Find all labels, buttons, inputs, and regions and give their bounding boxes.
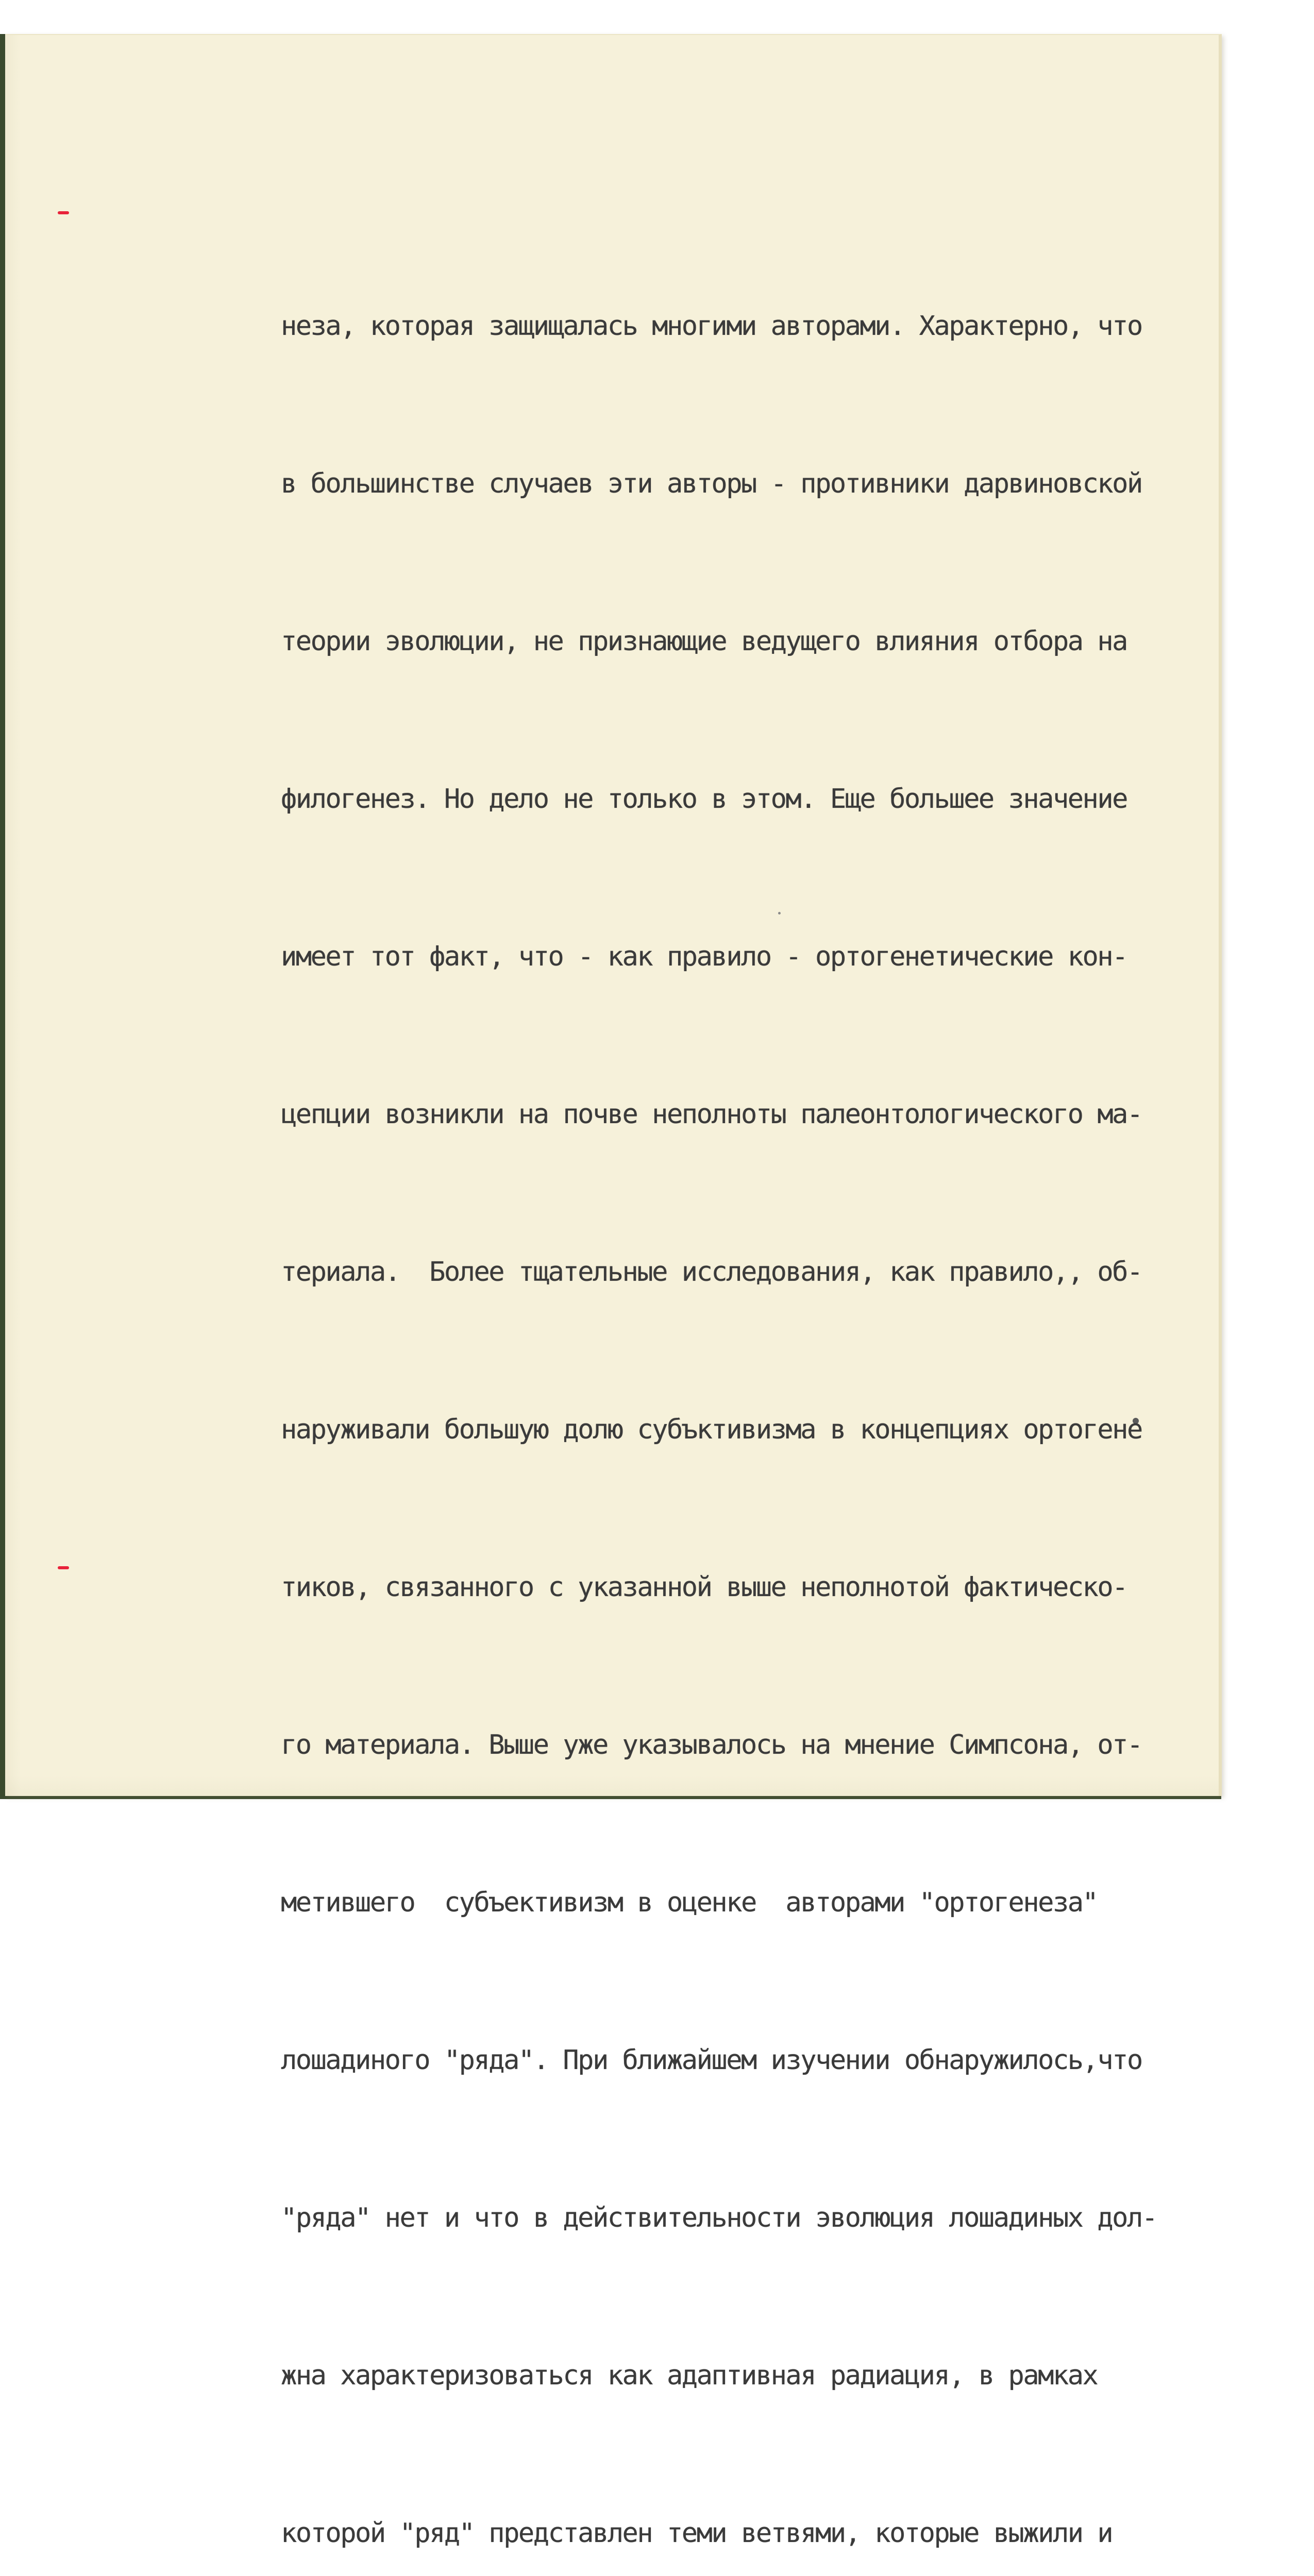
text-line: жна характеризоваться как адаптивная радиация, в рамках xyxy=(281,2360,1098,2391)
text-line: тиков, связанного с указанной выше неполнотой фактическо- xyxy=(281,1572,1127,1603)
text-line: филогенез. Но дело не только в этом. Еще большее значение xyxy=(281,784,1127,815)
red-margin-mark-top xyxy=(58,211,69,214)
text-line: имеет тот факт, что - как правило - ортогенетические кон- xyxy=(281,941,1127,972)
text-line: в большинстве случаев эти авторы - противники дарвиновской xyxy=(281,468,1142,499)
text-line: "ряда" нет и что в действительности эволюция лошадиных дол- xyxy=(281,2202,1157,2233)
text-line: метившего субъективизм в оценке авторами "ортогенеза" xyxy=(281,1887,1098,1918)
text-line: наруживали большую долю субъктивизма в концепциях ортогене xyxy=(281,1414,1142,1445)
text-line: неза, которая защищалась многими авторами. Характерно, что xyxy=(281,311,1142,342)
typewritten-text xyxy=(281,195,1214,2576)
red-margin-mark-bottom xyxy=(58,1566,69,1569)
text-line: цепции возникли на почве неполноты палеонтологического ма- xyxy=(281,1099,1142,1130)
text-line: теории эволюции, не признающие ведущего влияния отбора на xyxy=(281,626,1127,657)
text-line: лошадиного "ряда". При ближайшем изучении обнаружилось,что xyxy=(281,2045,1142,2076)
text-line: го материала. Выше уже указывалось на мнение Симпсона, от- xyxy=(281,1730,1142,1760)
scanner-backing-right xyxy=(1226,0,1314,1808)
text-line: териала. Более тщательные исследования, как правило,, об- xyxy=(281,1257,1142,1287)
text-line: которой "ряд" представлен теми ветвями, которые выжили и xyxy=(281,2518,1113,2549)
